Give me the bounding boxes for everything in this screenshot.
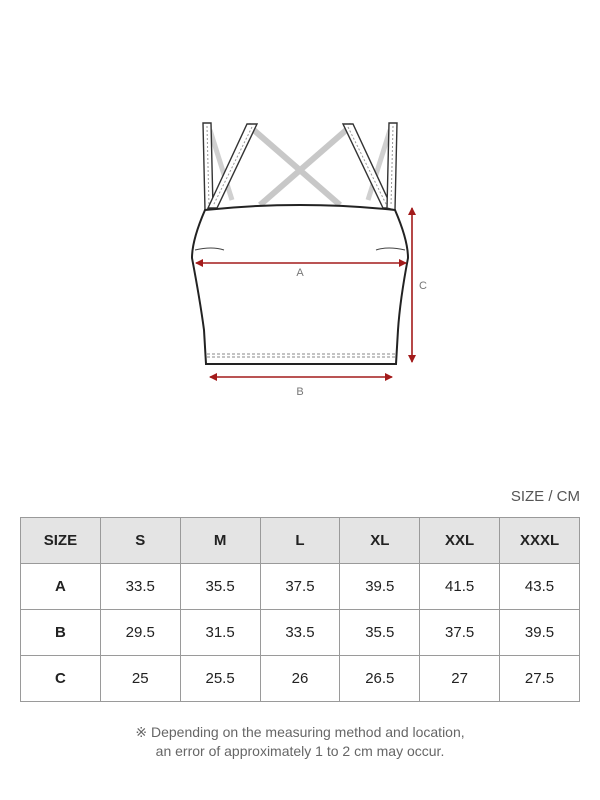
table-cell: 31.5 [180, 610, 260, 656]
header-cell: XL [340, 518, 420, 564]
table-cell: 35.5 [180, 564, 260, 610]
dimension-b-label: B [296, 386, 304, 398]
table-cell: 41.5 [420, 564, 500, 610]
dimension-c-label: C [419, 280, 427, 292]
header-cell: L [260, 518, 340, 564]
row-label: B [21, 610, 101, 656]
table-cell: 35.5 [340, 610, 420, 656]
table-cell: 33.5 [100, 564, 180, 610]
row-label: A [21, 564, 101, 610]
dimension-a-label: A [296, 267, 304, 279]
table-cell: 33.5 [260, 610, 340, 656]
garment-body [192, 205, 408, 364]
table-cell: 29.5 [100, 610, 180, 656]
header-cell: SIZE [21, 518, 101, 564]
table-cell: 27 [420, 656, 500, 702]
header-cell: S [100, 518, 180, 564]
table-cell: 37.5 [420, 610, 500, 656]
header-cell: XXXL [500, 518, 580, 564]
table-row [21, 656, 580, 702]
table-cell: 37.5 [260, 564, 340, 610]
table-cell: 26.5 [340, 656, 420, 702]
table-cell: 39.5 [340, 564, 420, 610]
table-row [21, 610, 580, 656]
table-cell: 27.5 [500, 656, 580, 702]
table-cell: 26 [260, 656, 340, 702]
table-row [21, 564, 580, 610]
table-header-row [21, 518, 580, 564]
table-cell: 25 [100, 656, 180, 702]
note-line-1: ※ Depending on the measuring method and location, [135, 724, 465, 740]
table-cell: 25.5 [180, 656, 260, 702]
unit-label: SIZE / CM [510, 488, 580, 505]
header-cell: M [180, 518, 260, 564]
measurement-note [0, 723, 600, 761]
note-line-2: an error of approximately 1 to 2 cm may occur. [155, 743, 445, 759]
table-cell: 43.5 [500, 564, 580, 610]
header-cell: XXL [420, 518, 500, 564]
row-label: C [21, 656, 101, 702]
table-cell: 39.5 [500, 610, 580, 656]
size-table [20, 517, 580, 702]
